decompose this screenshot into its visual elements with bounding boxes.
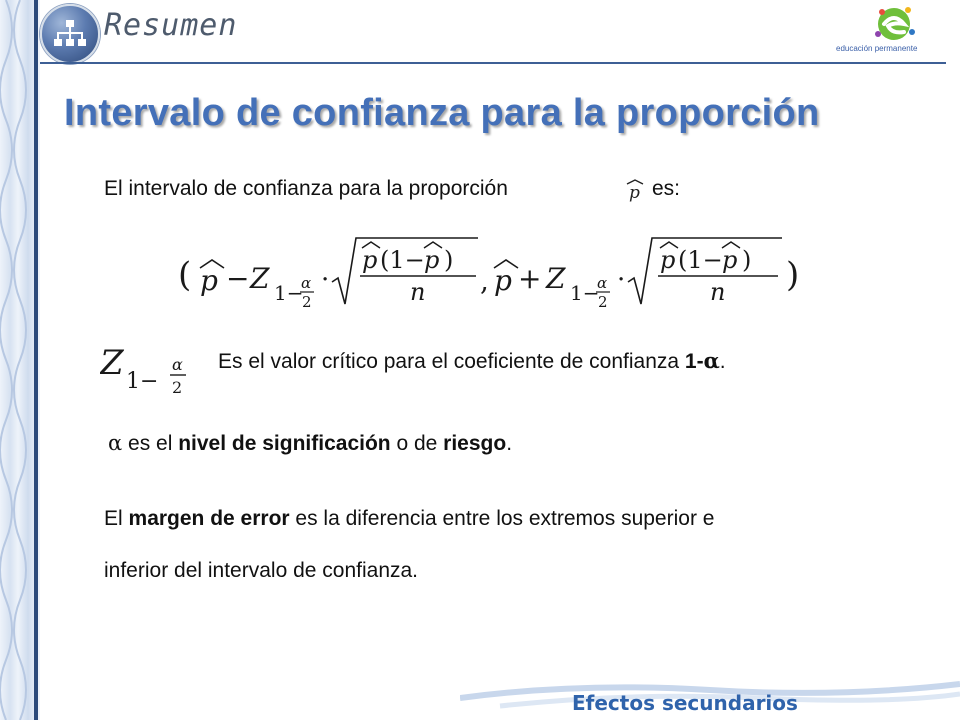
svg-text:2: 2: [302, 293, 312, 310]
intro-text-after: es:: [652, 177, 681, 200]
svg-text:p: p: [660, 246, 676, 274]
p-hat-symbol: [622, 176, 648, 202]
svg-text:α: α: [597, 274, 608, 292]
org-chart-icon: [42, 6, 98, 62]
confidence-interval-formula: [178, 230, 808, 310]
svg-text:α: α: [172, 355, 183, 374]
footer-label: Efectos secundarios: [572, 691, 798, 715]
svg-text:−: −: [226, 262, 250, 295]
svg-text:p: p: [494, 264, 512, 297]
intro-text-before: El intervalo de confianza para la proporción: [104, 177, 508, 200]
svg-text:1−: 1−: [570, 281, 600, 305]
svg-text:,: ,: [480, 264, 489, 297]
svg-text:Z: Z: [100, 343, 124, 383]
svg-text:n: n: [710, 278, 726, 306]
svg-text:p: p: [362, 246, 378, 274]
svg-text:α: α: [301, 274, 312, 292]
svg-text:·: ·: [617, 265, 626, 295]
header-divider: [40, 62, 946, 64]
svg-text:2: 2: [172, 378, 183, 396]
svg-text:p: p: [722, 246, 738, 274]
margin-error-line-2: inferior del intervalo de confianza.: [104, 559, 419, 582]
section-title: Resumen: [104, 8, 238, 43]
svg-text:(1−: (1−: [678, 246, 723, 274]
svg-text:2: 2: [598, 293, 608, 310]
alpha-definition-text: α es el nivel de significación o de riesgo.: [108, 431, 513, 455]
svg-text:): ): [742, 246, 752, 274]
svg-text:p: p: [629, 183, 640, 202]
intro-text: [104, 177, 508, 201]
svg-text:(1−: (1−: [380, 246, 425, 274]
left-vertical-rule: [34, 0, 38, 720]
svg-text:Z: Z: [546, 262, 566, 295]
svg-text:): ): [444, 246, 454, 274]
svg-text:·: ·: [321, 265, 330, 295]
slide-title: Intervalo de confianza para la proporción: [64, 92, 820, 134]
svg-text:Z: Z: [250, 262, 270, 295]
brand-text: educación permanente: [836, 44, 918, 53]
section-logo: [40, 4, 100, 64]
svg-text:n: n: [410, 278, 426, 306]
svg-text:p: p: [200, 264, 218, 297]
critical-value-text: Es el valor crítico para el coeficiente de confianza 1-α.: [218, 348, 726, 373]
z-critical-symbol: [100, 340, 192, 396]
margin-error-line-1: El margen de error es la diferencia entre los extremos superior e: [104, 507, 715, 530]
svg-text:+: +: [518, 262, 542, 295]
svg-text:(: (: [178, 255, 192, 295]
svg-text:1−: 1−: [274, 281, 304, 305]
svg-text:): ): [786, 255, 800, 295]
brand-logo: [832, 4, 950, 62]
svg-text:1−: 1−: [126, 369, 159, 394]
svg-text:p: p: [424, 246, 440, 274]
